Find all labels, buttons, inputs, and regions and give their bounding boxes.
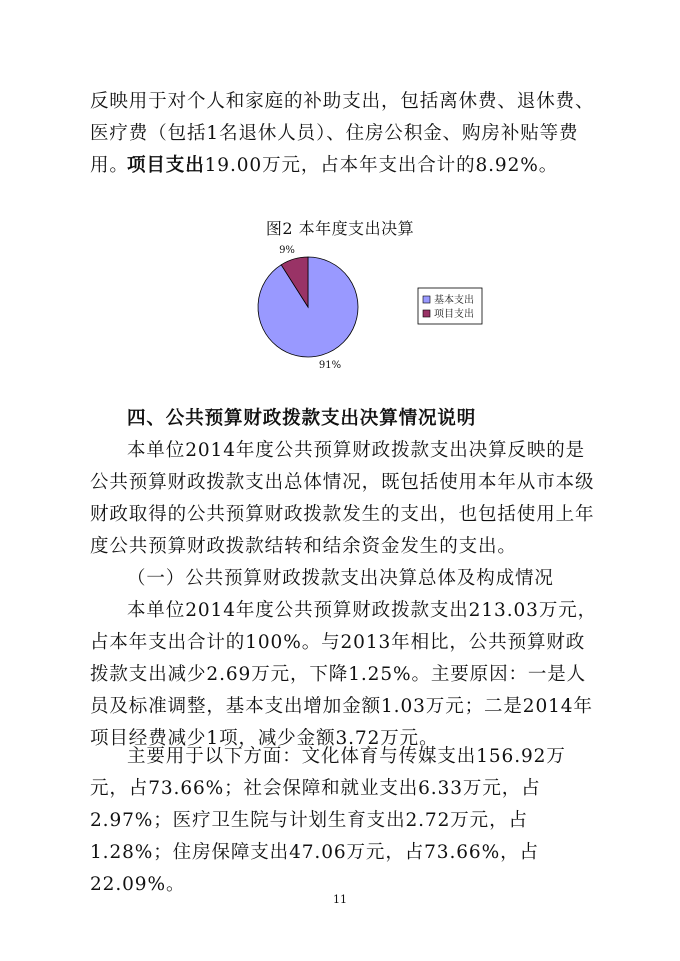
chart-title: 图2 本年度支出决算	[265, 219, 415, 238]
project-expense-label: 项目支出	[127, 155, 205, 176]
legend-label-project: 项目支出	[434, 309, 474, 320]
page-number: 11	[333, 893, 347, 906]
legend-swatch-project	[423, 310, 430, 317]
paragraph-section-4-intro: 本单位2014年度公共预算财政拨款支出决算反映的是公共预算财政拨款支出总体情况，既包括使用本年从市本级财政取得的公共预算财政拨款发生的支出，也包括使用上年度公共预算财政拨款结转和结余资金发生的支出。	[90, 440, 595, 557]
legend-label-basic: 基本支出	[434, 295, 474, 306]
project-expense-text: 19.00万元，占本年支出合计的8.92%。	[204, 155, 559, 176]
pie-label-basic: 91%	[318, 360, 342, 371]
paragraph-expense-breakdown: 主要用于以下方面：文化体育与传媒支出156.92万元，占73.66%；社会保障和就业支出6.33万元，占2.97%；医疗卫生院与计划生育支出2.72万元，占1.28%；住房保障支出47.06万元，占73.66%，占22.09%。	[90, 746, 566, 895]
subsection-heading-1: （一）公共预算财政拨款支出决算总体及构成情况	[127, 568, 554, 589]
section-heading-4: 四、公共预算财政拨款支出决算情况说明	[127, 408, 477, 429]
paragraph-personal-subsidy: 反映用于对个人和家庭的补助支出，包括离休费、退休费、医疗费（包括1名退休人员）、住房公积金、购房补贴等费用。	[90, 91, 595, 176]
paragraph-total-expense: 本单位2014年度公共预算财政拨款支出213.03万元，占本年支出合计的100%。与2013年相比，公共预算财政拨款支出减少2.69万元，下降1.25%。主要原因：一是人员及标准调整，基本支出增加金额1.03万元；二是2014年项目经费减少1项，减少金额3.72万元。	[90, 600, 598, 749]
legend-swatch-basic	[423, 296, 430, 303]
pie-label-project: 9%	[279, 245, 295, 256]
